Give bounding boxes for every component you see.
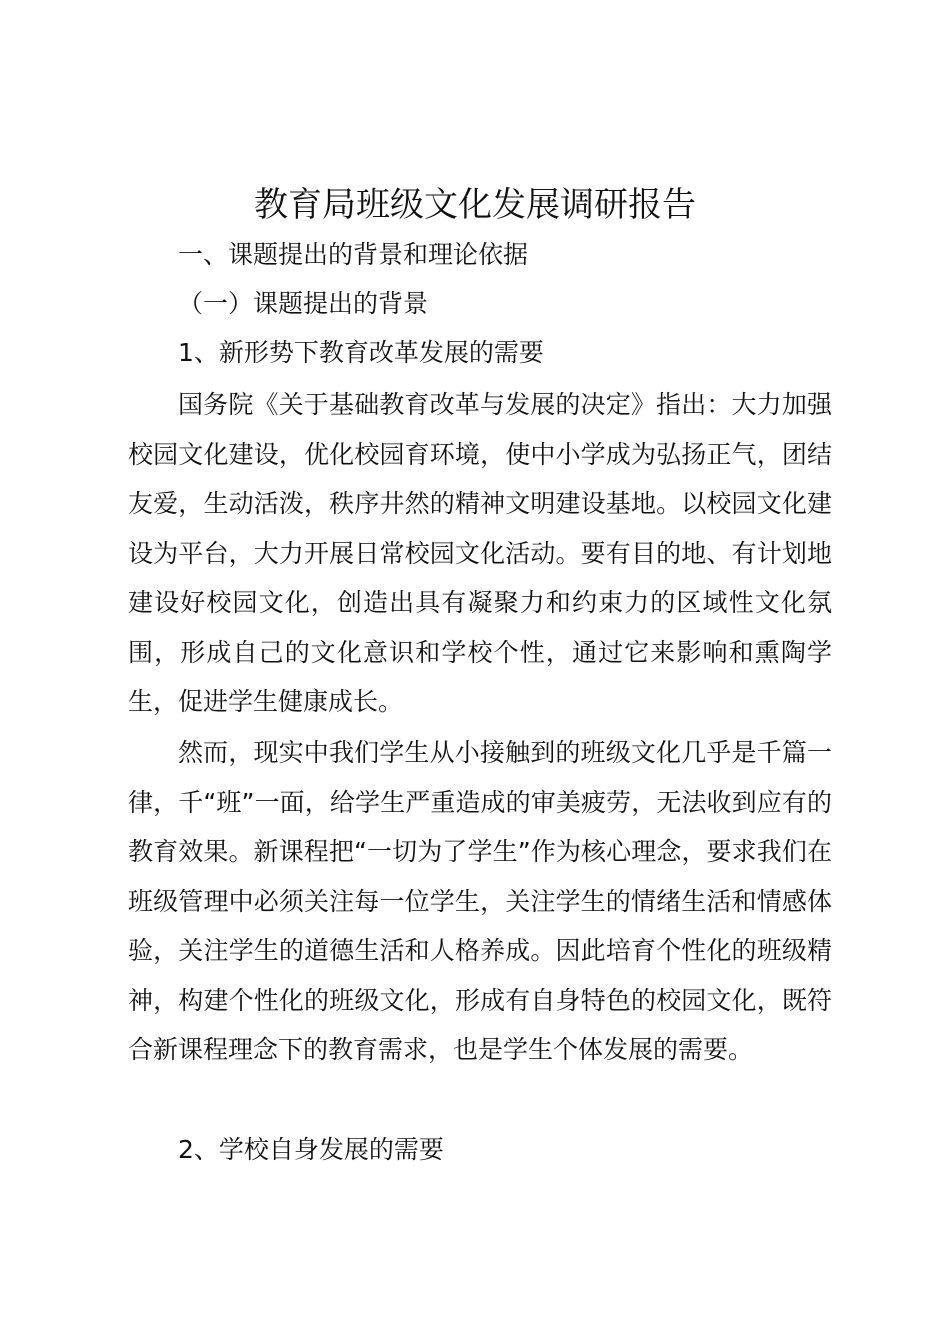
subsection-heading-background: （一）课题提出的背景 [178,289,429,318]
item-heading-education-reform: 1、新形势下教育改革发展的需要 [178,338,544,367]
paragraph-class-culture-reality: 然而，现实中我们学生从小接触到的班级文化几乎是千篇一律，千“班”一面，给学生严重造成的审美疲劳，无法收到应有的教育效果。新课程把“一切为了学生”作为核心理念，要求我们在班级管理中必须关注每一位学生，关注学生的情绪生活和情感体验，关注学生的道德生活和人格养成。因此培育个性化的班级精神，构建个性化的班级文化，形成有自身特色的校园文化，既符合新课程理念下的教育需求，也是学生个体发展的需要。 [128,738,832,1064]
paragraph-state-council-decision: 国务院《关于基础教育改革与发展的决定》指出：大力加强校园文化建设，优化校园育环境，使中小学成为弘扬正气，团结友爱，生动活泼，秩序井然的精神文明建设基地。以校园文化建设为平台，大力开展日常校园文化活动。要有目的地、有计划地建设好校园文化，创造出具有凝聚力和约束力的区域性文化氛围，形成自己的文化意识和学校个性，通过它来影响和熏陶学生，促进学生健康成长。 [128,390,832,716]
item-heading-school-development: 2、学校自身发展的需要 [178,1135,444,1164]
section-heading-background: 一、课题提出的背景和理论依据 [178,240,529,269]
document-title: 教育局班级文化发展调研报告 [254,185,696,225]
